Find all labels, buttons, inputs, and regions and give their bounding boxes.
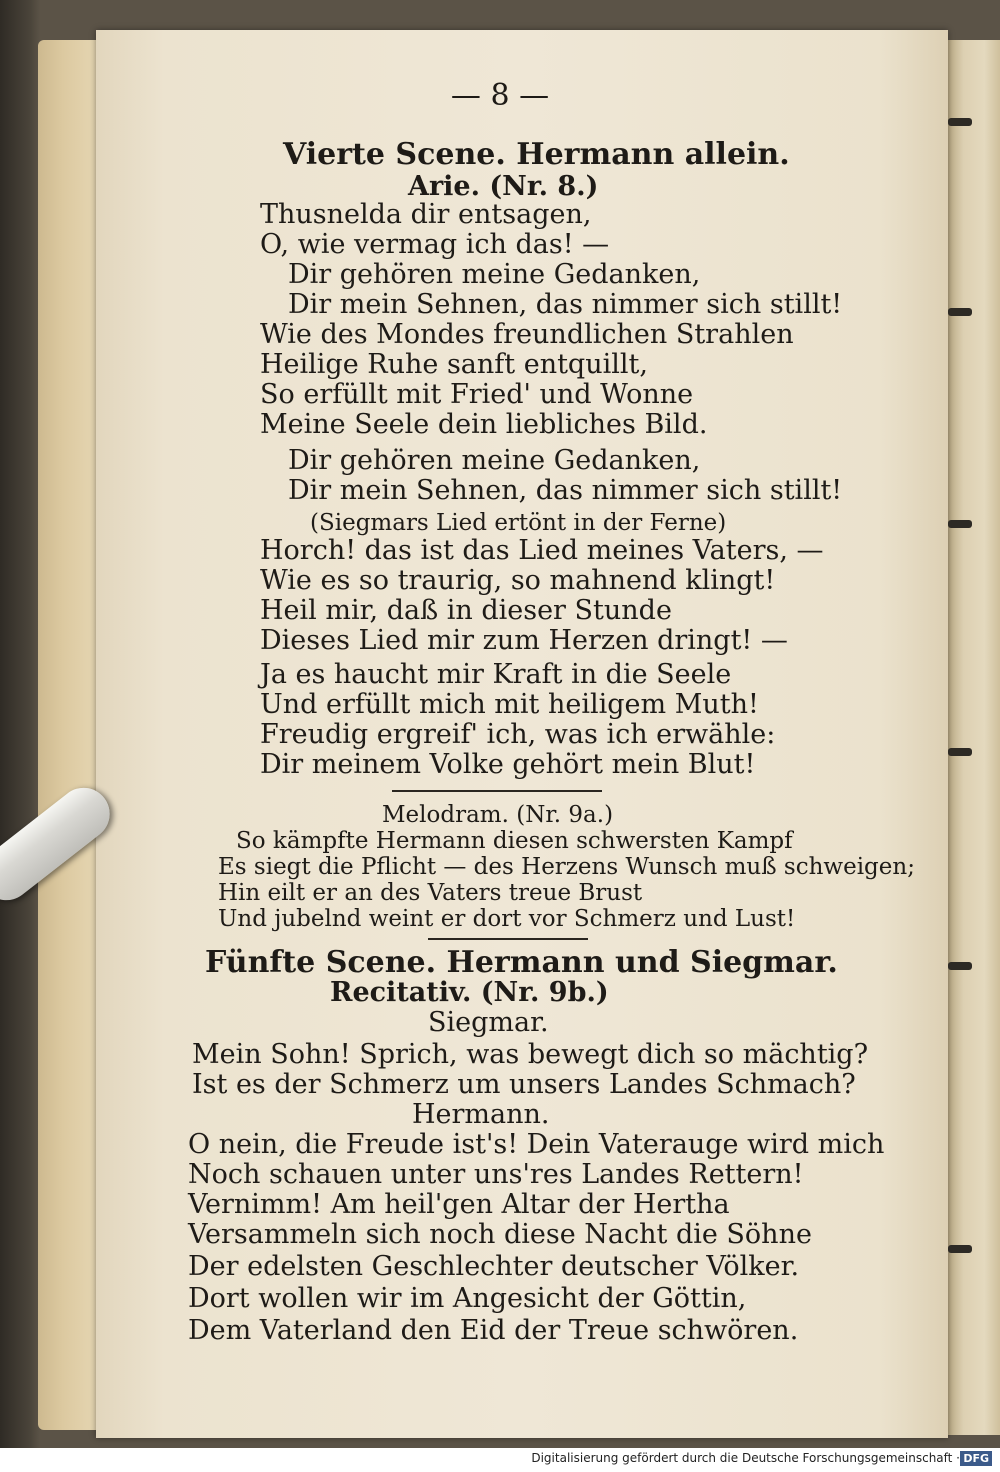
page-number: — 8 — <box>450 78 550 113</box>
divider-rule <box>392 790 602 792</box>
verse-line: Versammeln sich noch diese Nacht die Söhne <box>188 1219 812 1250</box>
verse-line: Meine Seele dein liebliches Bild. <box>260 409 708 440</box>
binding-stitch <box>948 748 972 756</box>
verse-line: Heil mir, daß in dieser Stunde <box>260 595 672 626</box>
footer-credit: Digitalisierung gefördert durch die Deutsche Forschungsgemeinschaft · <box>531 1451 960 1465</box>
dfg-logo: DFG <box>960 1451 992 1466</box>
verse-line: Der edelsten Geschlechter deutscher Völker. <box>188 1251 800 1282</box>
section-heading: Recitativ. (Nr. 9b.) <box>330 977 609 1008</box>
verse-line: Dort wollen wir im Angesicht der Göttin, <box>188 1283 747 1314</box>
verse-line: Hin eilt er an des Vaters treue Brust <box>218 880 643 906</box>
verse-line: Dir meinem Volke gehört mein Blut! <box>260 749 756 780</box>
divider-rule <box>428 938 588 940</box>
verse-line: O, wie vermag ich das! — <box>260 229 610 260</box>
verse-line: Ist es der Schmerz um unsers Landes Schmach? <box>192 1069 856 1100</box>
binding-stitch <box>948 520 972 528</box>
verse-line: So erfüllt mit Fried' und Wonne <box>260 379 694 410</box>
verse-line: Dem Vaterland den Eid der Treue schwören. <box>188 1315 799 1346</box>
binding-stitch <box>948 1245 972 1253</box>
binding-stitch <box>948 308 972 316</box>
verse-line: Vernimm! Am heil'gen Altar der Hertha <box>188 1189 730 1220</box>
verse-line: Und jubelnd weint er dort vor Schmerz und Lust! <box>218 906 796 932</box>
verse-line: Wie es so traurig, so mahnend klingt! <box>260 565 776 596</box>
verse-line: Dieses Lied mir zum Herzen dringt! — <box>260 625 788 656</box>
verse-line: O nein, die Freude ist's! Dein Vaterauge wird mich <box>188 1129 885 1160</box>
verse-line: Dir gehören meine Gedanken, <box>288 259 701 290</box>
book-edge-left <box>38 40 100 1430</box>
book-edge-right <box>948 40 1000 1435</box>
verse-line: Thusnelda dir entsagen, <box>260 199 592 230</box>
footer-bar <box>0 1448 1000 1472</box>
section-heading: Melodram. (Nr. 9a.) <box>382 802 614 828</box>
verse-line: Wie des Mondes freundlichen Strahlen <box>260 319 794 350</box>
verse-line: Mein Sohn! Sprich, was bewegt dich so mächtig? <box>192 1039 869 1070</box>
scene-heading: Vierte Scene. Hermann allein. <box>283 137 790 172</box>
verse-line: Und erfüllt mich mit heiligem Muth! <box>260 689 759 720</box>
binding-stitch <box>948 118 972 126</box>
verse-line: Horch! das ist das Lied meines Vaters, — <box>260 535 824 566</box>
verse-line: Dir mein Sehnen, das nimmer sich stillt! <box>288 475 843 506</box>
verse-line: Heilige Ruhe sanft entquillt, <box>260 349 648 380</box>
verse-line: Dir mein Sehnen, das nimmer sich stillt! <box>288 289 843 320</box>
section-heading: Arie. (Nr. 8.) <box>408 171 599 202</box>
speaker-name: Hermann. <box>412 1099 550 1130</box>
verse-line: Es siegt die Pflicht — des Herzens Wunsch muß schweigen; <box>218 854 915 880</box>
speaker-name: Siegmar. <box>428 1007 549 1038</box>
binding-stitch <box>948 962 972 970</box>
scene-heading: Fünfte Scene. Hermann und Siegmar. <box>205 945 838 980</box>
verse-line: So kämpfte Hermann diesen schwersten Kampf <box>236 828 793 854</box>
verse-line: Noch schauen unter uns'res Landes Rettern! <box>188 1159 804 1190</box>
verse-line: Freudig ergreif' ich, was ich erwähle: <box>260 719 776 750</box>
stage-direction: (Siegmars Lied ertönt in der Ferne) <box>310 510 727 536</box>
verse-line: Dir gehören meine Gedanken, <box>288 445 701 476</box>
verse-line: Ja es haucht mir Kraft in die Seele <box>260 659 732 690</box>
